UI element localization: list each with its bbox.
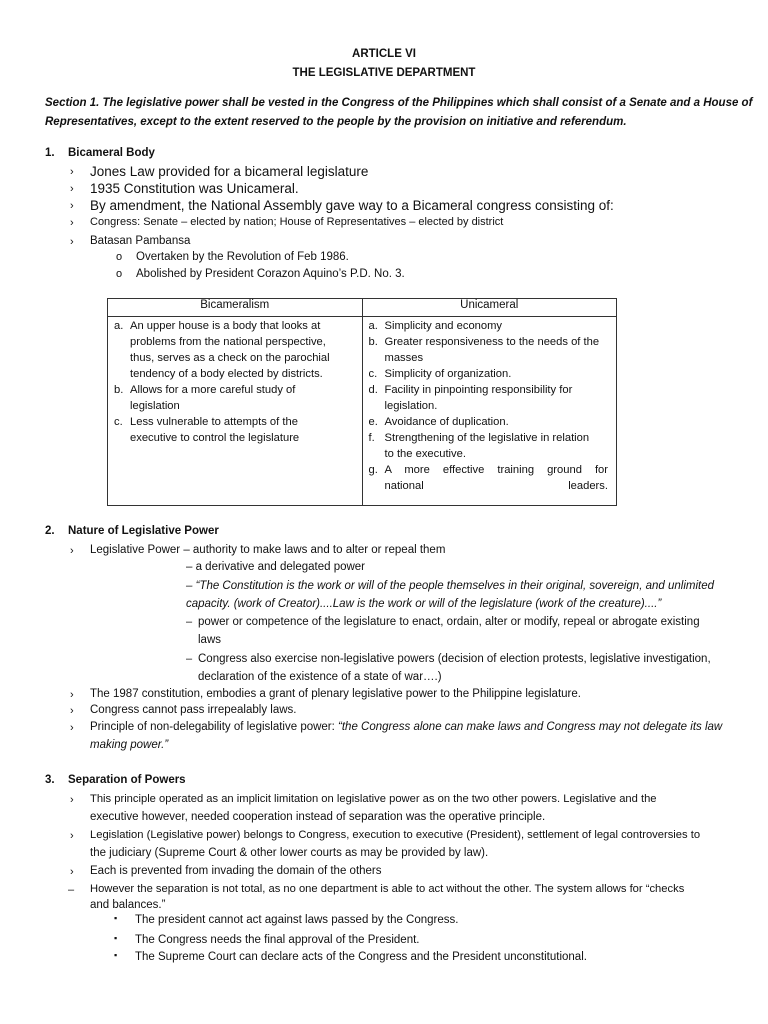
bicameralism-item — [108, 414, 356, 446]
unicameral-item-letter: a. — [368, 320, 378, 332]
circle-bullet-icon: o — [116, 251, 123, 263]
circle-bullet-icon: o — [116, 268, 123, 280]
bicameralism-item — [108, 318, 356, 382]
chevron-bullet-icon: › — [70, 830, 74, 842]
s1-bullet-3: By amendment, the National Assembly gave way to a Bicameral congress consisting of: — [90, 198, 614, 213]
s2-bullet-4-prefix: Principle of non-delegability of legislative power: — [90, 721, 339, 733]
s3-square-1: The president cannot act against laws passed by the Congress. — [135, 914, 459, 926]
unicameral-item-line: Greater responsiveness to the needs of the — [384, 336, 600, 348]
section-1-number: 1. — [45, 147, 55, 159]
bicameralism-item-letter: b. — [114, 384, 124, 396]
s1-bullet-2: 1935 Constitution was Unicameral. — [90, 181, 299, 196]
s2-bullet-4-quote: “the Congress alone can make laws and Congress may not delegate its law — [338, 721, 723, 733]
s2-derivative: – a derivative and delegated power — [186, 561, 366, 573]
unicameral-item — [363, 430, 609, 462]
unicameral-item-line: A more effective training ground for — [384, 464, 608, 476]
unicameral-item — [363, 366, 609, 382]
s2-bullet-1: Legislative Power – authority to make laws and to alter or repeal them — [90, 544, 446, 556]
s3-bullet-2-line1: Legislation (Legislative power) belongs to Congress, execution to executive (President), settlement of legal controversies to — [90, 829, 701, 841]
dash-bullet-icon: – — [186, 653, 193, 665]
s2-bullet-4 — [90, 721, 722, 733]
section-1-heading: Bicameral Body — [68, 147, 155, 159]
bicameralism-item-line: legislation — [130, 400, 180, 412]
unicameral-item-letter: e. — [368, 416, 378, 428]
bicameralism-cell — [108, 317, 363, 506]
unicameral-item-line: Facility in pinpointing responsibility for — [384, 384, 573, 396]
s2-bullet-2: The 1987 constitution, embodies a grant of plenary legislative power to the Philippine legislature. — [90, 688, 581, 700]
dash-bullet-icon: – — [186, 616, 193, 628]
s2-quote-line1: – “The Constitution is the work or will of the people themselves in their original, sovereign, and unlimited — [186, 580, 714, 592]
chevron-bullet-icon: › — [70, 705, 74, 717]
s2-congress-line1: Congress also exercise non-legislative powers (decision of election protests, legislative investigation, — [198, 653, 711, 665]
bicameralism-item-line: An upper house is a body that looks at — [130, 320, 321, 332]
s3-bullet-1-line1: This principle operated as an implicit limitation on legislative power as on the two other powers. Legislative and the — [90, 793, 657, 805]
chevron-bullet-icon: › — [70, 200, 74, 212]
unicameral-item-line: Strengthening of the legislative in relation — [384, 432, 590, 444]
bicameralism-item-letter: c. — [114, 416, 123, 428]
chevron-bullet-icon: › — [70, 236, 74, 248]
chevron-bullet-icon: › — [70, 866, 74, 878]
bicameralism-item-line: executive to control the legislature — [130, 432, 300, 444]
bicameralism-item-letter: a. — [114, 320, 124, 332]
square-bullet-icon: ▪ — [114, 950, 118, 960]
section-3-number: 3. — [45, 774, 55, 786]
unicameral-item-letter: f. — [368, 432, 375, 444]
s1-bullet-5: Batasan Pambansa — [90, 235, 191, 247]
chevron-bullet-icon: › — [70, 794, 74, 806]
s1-bullet-1: Jones Law provided for a bicameral legislature — [90, 164, 369, 179]
dash-bullet-icon: – — [68, 884, 75, 896]
unicameral-item-line: legislation. — [384, 400, 438, 412]
section-2-number: 2. — [45, 525, 55, 537]
section-text-line2: Representatives, except to the extent reserved to the people by the provision on initiative and referendum. — [45, 116, 627, 128]
bicameralism-item-line: problems from the national perspective, — [130, 336, 326, 348]
bicameralism-item-line: Allows for a more careful study of — [130, 384, 296, 396]
s3-bullet-2-line2: the judiciary (Supreme Court & other lower courts as may be provided by law). — [90, 847, 489, 859]
square-bullet-icon: ▪ — [114, 913, 118, 923]
unicameral-item-line: masses — [384, 352, 424, 364]
bicameralism-item-line: Less vulnerable to attempts of the — [130, 416, 298, 428]
bicameralism-item — [108, 382, 356, 414]
s3-bullet-4-line2: and balances.” — [90, 899, 166, 911]
chevron-bullet-icon: › — [70, 217, 74, 229]
comparison-table — [107, 298, 617, 506]
s3-bullet-3: Each is prevented from invading the domain of the others — [90, 865, 382, 877]
s2-bullet-3: Congress cannot pass irrepealably laws. — [90, 704, 297, 716]
s1-bullet-4: Congress: Senate – elected by nation; House of Representatives – elected by district — [90, 216, 504, 228]
s3-bullet-1-line2: executive however, needed cooperation instead of separation was the operative principle. — [90, 811, 546, 823]
section-2-heading: Nature of Legislative Power — [68, 525, 219, 537]
chevron-bullet-icon: › — [70, 166, 74, 178]
s2-quote-line2: capacity. (work of Creator)....Law is the work or will of the legislature (work of the creature)....” — [186, 598, 662, 610]
chevron-bullet-icon: › — [70, 183, 74, 195]
section-3-heading: Separation of Powers — [68, 774, 186, 786]
unicameral-item-line: Avoidance of duplication. — [384, 416, 509, 428]
s1-sub-1: Overtaken by the Revolution of Feb 1986. — [136, 251, 349, 263]
s3-square-2: The Congress needs the final approval of the President. — [135, 934, 420, 946]
header-unicameral: Unicameral — [362, 299, 617, 317]
unicameral-cell — [362, 317, 617, 506]
department-title: THE LEGISLATIVE DEPARTMENT — [292, 67, 476, 79]
chevron-bullet-icon: › — [70, 545, 74, 557]
unicameral-item-line: Simplicity of organization. — [384, 368, 512, 380]
unicameral-list — [363, 318, 609, 494]
unicameral-item — [363, 462, 609, 494]
section-text-line1: Section 1. The legislative power shall be vested in the Congress of the Philippines which shall consist of a Senate and a House of — [45, 97, 753, 109]
article-title: ARTICLE VI — [352, 48, 416, 60]
unicameral-item — [363, 318, 609, 334]
unicameral-item-letter: b. — [368, 336, 378, 348]
unicameral-item-line: to the executive. — [384, 448, 466, 460]
s3-square-3: The Supreme Court can declare acts of the Congress and the President unconstitutional. — [135, 951, 587, 963]
header-bicameralism: Bicameralism — [108, 299, 363, 317]
unicameral-item-letter: c. — [368, 368, 378, 380]
chevron-bullet-icon: › — [70, 689, 74, 701]
bicameralism-item-line: tendency of a body elected by districts. — [130, 368, 323, 380]
chevron-bullet-icon: › — [70, 722, 74, 734]
s2-bullet-4-cont: making power.” — [90, 739, 169, 751]
s1-sub-2: Abolished by President Corazon Aquino’s P.D. No. 3. — [136, 268, 405, 280]
s2-power-line1: power or competence of the legislature to enact, ordain, alter or modify, repeal or abrogate existing — [198, 616, 700, 628]
unicameral-item-letter: g. — [368, 464, 378, 476]
unicameral-item — [363, 382, 609, 414]
unicameral-item-line: national leaders. — [384, 480, 608, 492]
bicameralism-list — [108, 318, 356, 446]
bicameralism-item-line: thus, serves as a check on the parochial — [130, 352, 330, 364]
square-bullet-icon: ▪ — [114, 933, 118, 943]
s2-power-line2: laws — [198, 634, 222, 646]
unicameral-item-letter: d. — [368, 384, 378, 396]
unicameral-item-line: Simplicity and economy — [384, 320, 503, 332]
s3-bullet-4-line1: However the separation is not total, as no one department is able to act without the other. The system allows for “checks — [90, 883, 685, 895]
unicameral-item — [363, 414, 609, 430]
s2-congress-line2: declaration of the existence of a state of war….) — [198, 671, 442, 683]
unicameral-item — [363, 334, 609, 366]
